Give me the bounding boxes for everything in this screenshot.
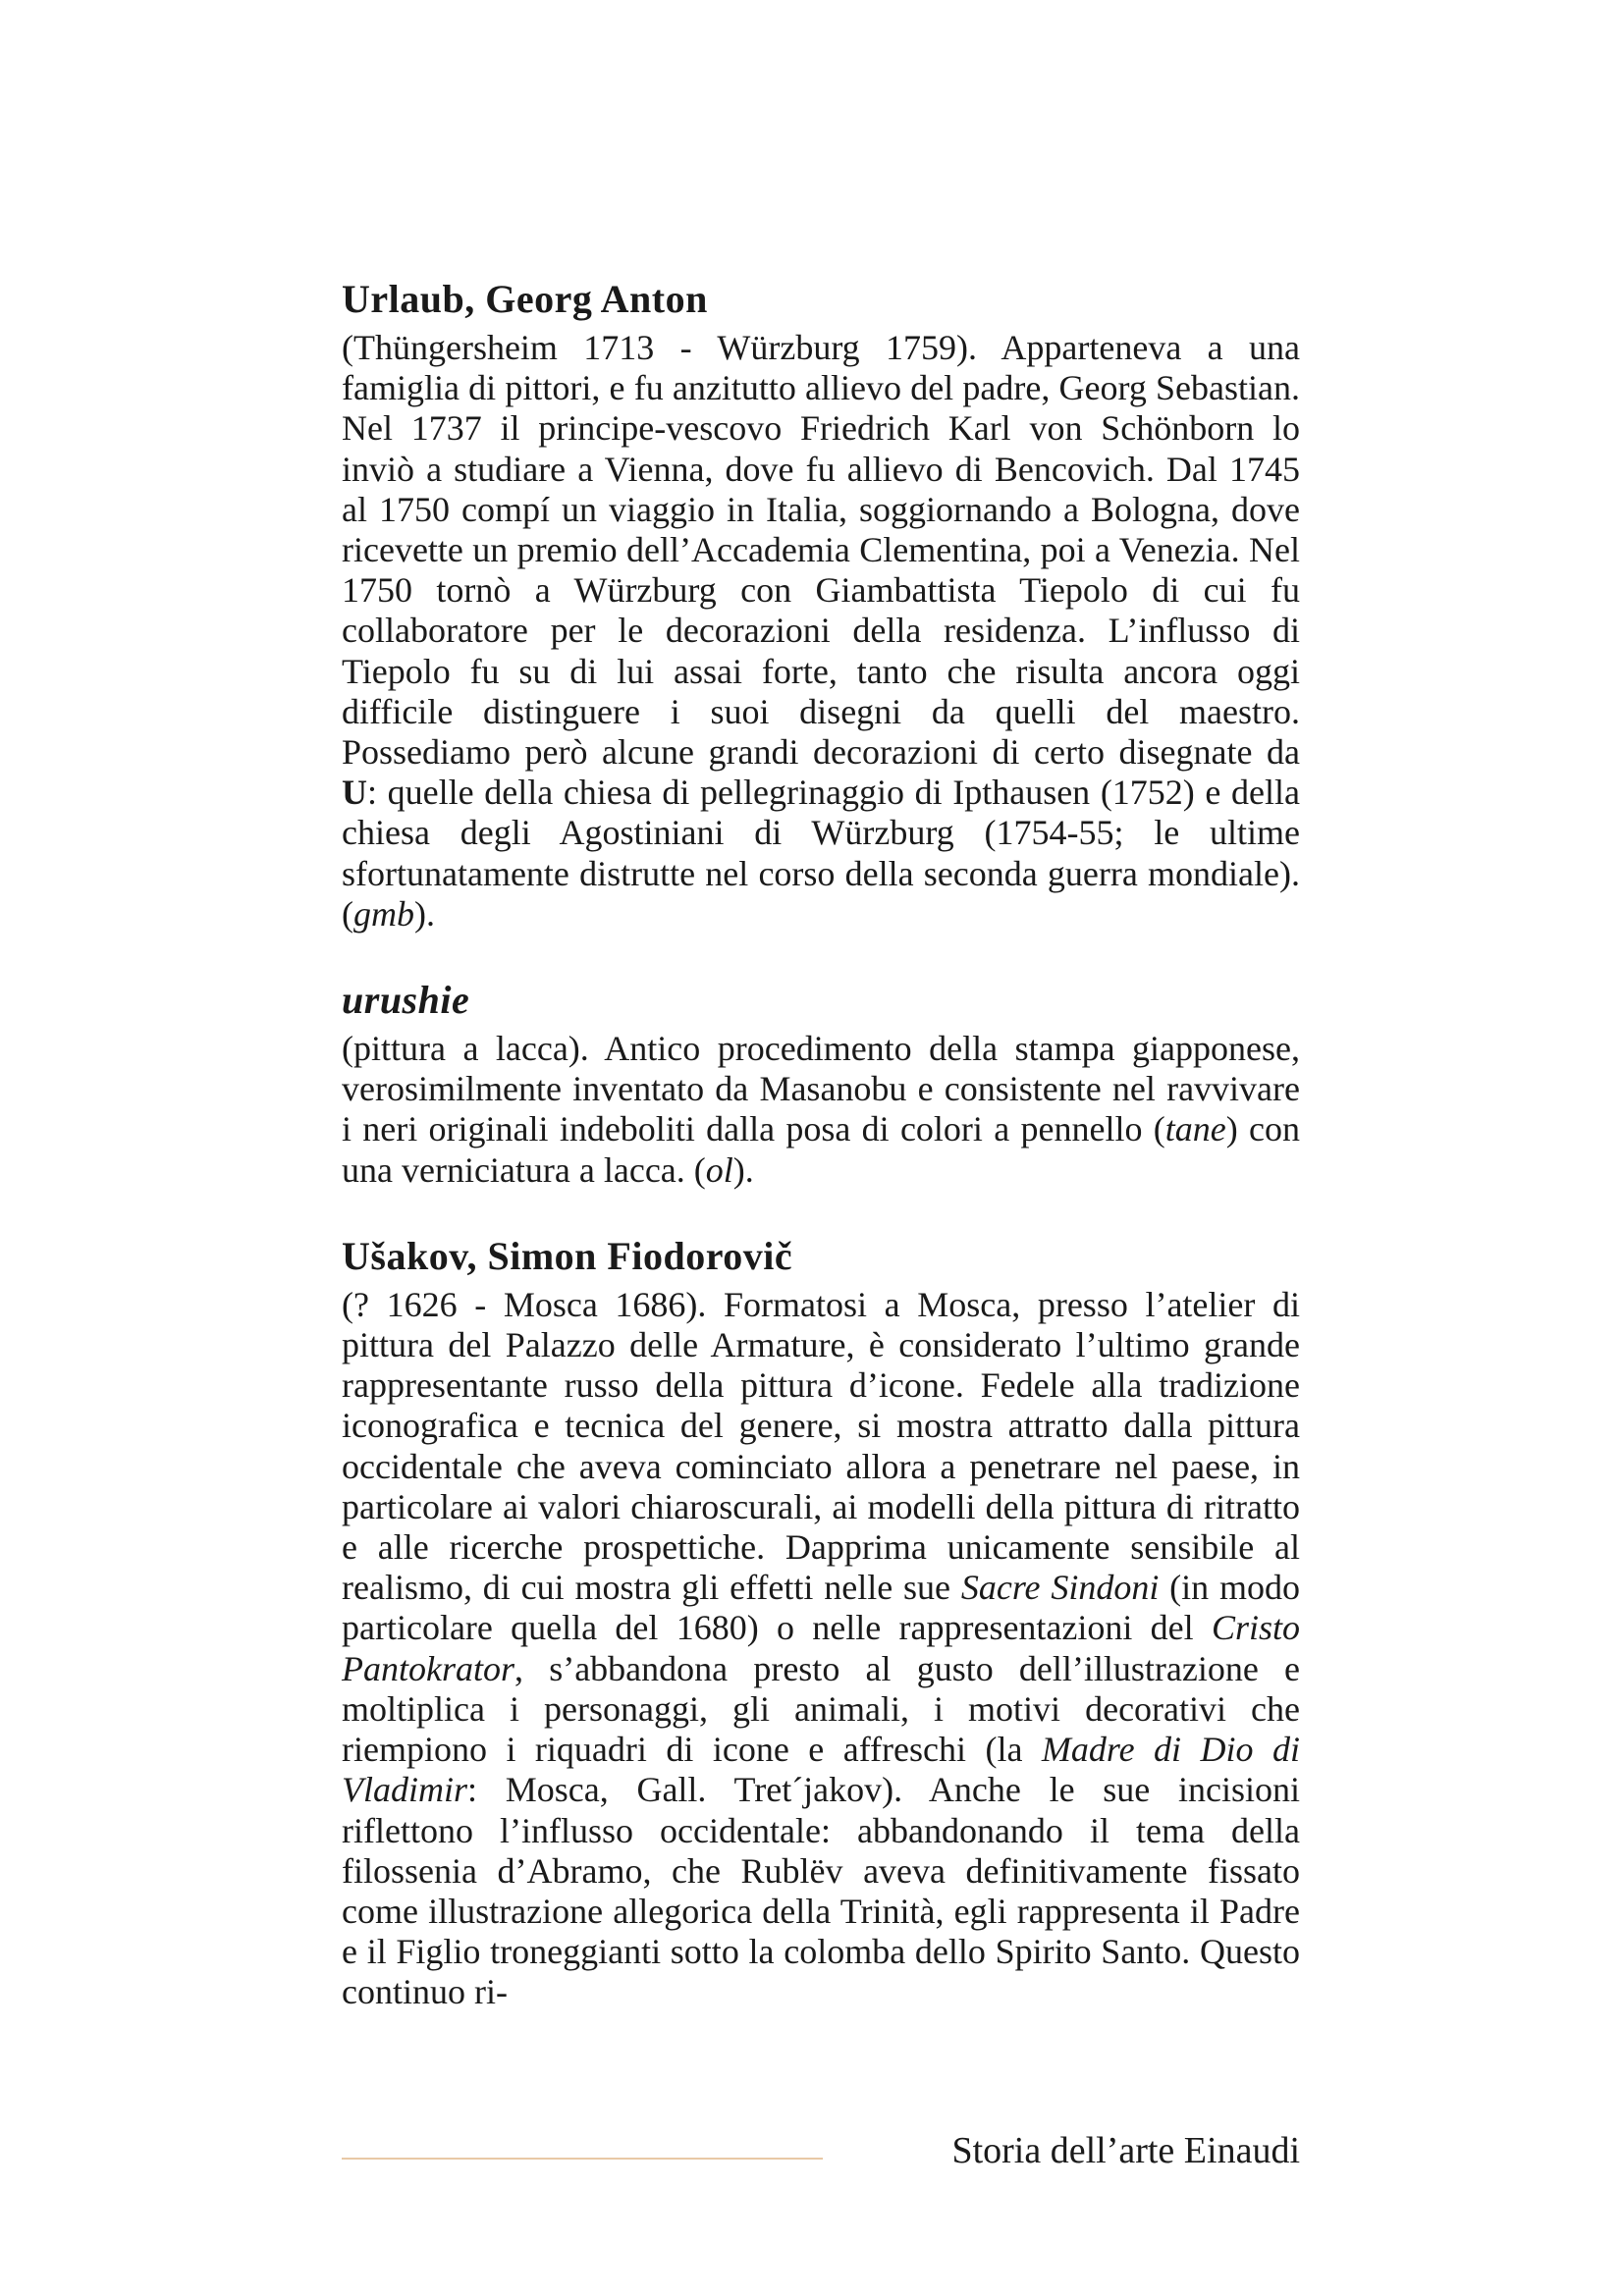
bold-run: U (342, 773, 367, 813)
italic-run: tane (1164, 1109, 1226, 1149)
text-run: : Mosca, Gall. Tret´jakov). Anche le sue incisioni riflettono l’influsso occidentale: abbandonando il tema della filossenia d’Abramo, che Rublëv aveva definitivamente fissato come illustrazione allegorica della Trinità, egli rappresenta il Padre e il Figlio troneggianti sotto la colomba dello Spirito Santo. Questo continuo ri- (342, 1770, 1300, 2012)
text-run: (pittura a lacca). Antico procedimento della stampa giapponese, verosimilmente inventato da Masanobu e consistente nel ravvivare i neri originali indeboliti dalla posa di colori a pennello ( (342, 1029, 1300, 1149)
text-run: , s’abbandona presto al gusto dell’illustrazione e moltiplica i personaggi, gli animali, i motivi decorativi che riempiono i riquadri di icone e affreschi (la (342, 1648, 1300, 1770)
page-footer (342, 2128, 1300, 2177)
italic-run: Madre di Dio di Vladimir (342, 1730, 1300, 1810)
text-run: ). (414, 893, 435, 934)
entry-title: urushie (342, 978, 470, 1023)
footer-rule (342, 2158, 823, 2160)
entry-urlaub (342, 275, 1300, 934)
page-content (342, 275, 1300, 2055)
text-run: ). (732, 1149, 754, 1190)
entry-body (342, 328, 1300, 934)
text-run: ) con una verniciatura a lacca. ( (342, 1109, 1300, 1190)
text-run: (Thüngersheim 1713 - Würzburg 1759). Apparteneva a una famiglia di pittori, e fu anzitutto allievo del padre, Georg Sebastian. Nel 1737 il principe-vescovo Friedrich Karl von Schönborn lo inviò a studiare a Vienna, dove fu allievo di Bencovich. Dal 1745 al 1750 compí un viaggio in Italia, soggiornando a Bologna, dove ricevette un premio dell’Accademia Clementina, poi a Venezia. Nel 1750 tornò a Würzburg con Giambattista Tiepolo di cui fu collaboratore per le decorazioni della residenza. L’influsso di Tiepolo fu su di lui assai forte, tanto che risulta ancora oggi difficile distinguere i suoi disegni da quelli del maestro. Possediamo però alcune grandi decorazioni di certo disegnate da (342, 328, 1300, 773)
entry-title: Urlaub, Georg Anton (342, 277, 708, 321)
entry-body (342, 1029, 1300, 1191)
italic-run: Sacre Sindoni (960, 1568, 1160, 1608)
text-run: (in modo particolare quella del 1680) o nelle rappresentazioni del (342, 1568, 1301, 1648)
italic-run: gmb (353, 893, 414, 934)
entry-body (342, 1285, 1300, 2013)
text-run: : quelle della chiesa di pellegrinaggio di Ipthausen (1752) e della chiesa degli Agostiniani di Würzburg (1754-55; le ultime sfortunatamente distrutte nel corso della seconda guerra mondiale). ( (342, 773, 1300, 934)
entry-title: Ušakov, Simon Fiodorovič (342, 1233, 793, 1278)
entry-urushie (342, 976, 1300, 1191)
text-run: (? 1626 - Mosca 1686). Formatosi a Mosca, presso l’atelier di pittura del Palazzo delle Armature, è considerato l’ultimo grande rappresentante russo della pittura d’icone. Fedele alla tradizione iconografica e tecnica del genere, si mostra attratto dalla pittura occidentale che aveva cominciato allora a penetrare nel paese, in particolare ai valori chiaroscurali, ai modelli della pittura di ritratto e alle ricerche prospettiche. Dapprima unicamente sensibile al realismo, di cui mostra gli effetti nelle sue (342, 1284, 1300, 1608)
entry-usakov (342, 1232, 1300, 2013)
italic-run: ol (705, 1149, 733, 1190)
footer-label: Storia dell’arte Einaudi (951, 2130, 1300, 2171)
italic-run: Cristo Pantokrator (342, 1608, 1300, 1688)
